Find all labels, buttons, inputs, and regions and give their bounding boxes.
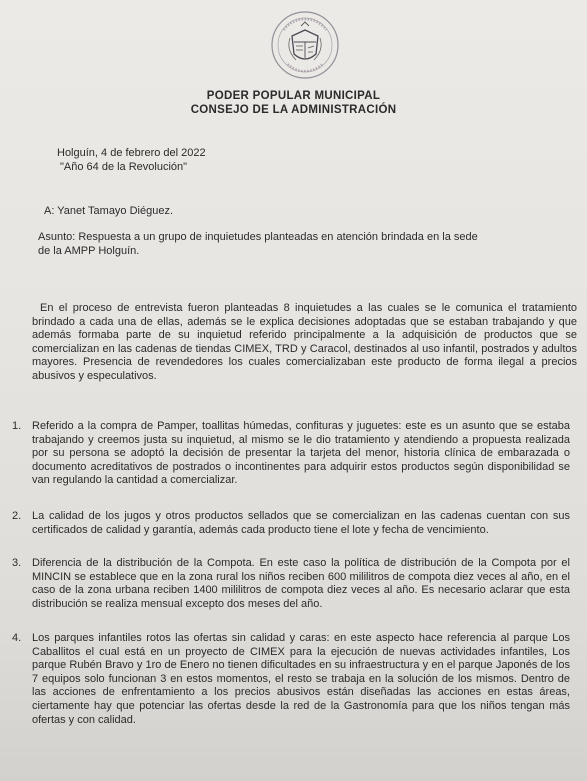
item-number: 1. xyxy=(12,420,22,432)
subject-line-1: Asunto: Respuesta a un grupo de inquietudes planteadas en atención brindada en la sede xyxy=(38,231,478,243)
item-text: Referido a la compra de Pamper, toallitas húmedas, confituras y juguetes: este es un asunto que se estaba trabajando y creemos justa su inquietud, al mismo se le dio tratamiento y atendiendo a propuesta realizada por su persona se adoptó la decisión de presentar la tarjeta del menor, historia clínica de embarazada o documento acreditativos de postrados o incontinentes para adquirir estos productos según disponibilidad se van regulando la cantidad a comercializar. xyxy=(32,420,570,487)
item-text: La calidad de los jugos y otros productos sellados que se comercializan en las cadenas cuentan con sus certificados de calidad y garantía, además cada producto tiene el lote y fecha de vencimiento. xyxy=(32,510,570,536)
header-line-1: PODER POPULAR MUNICIPAL xyxy=(206,90,381,102)
place-date: Holguín, 4 de febrero del 2022 xyxy=(57,147,206,159)
subject-line-2: de la AMPP Holguín. xyxy=(38,245,140,257)
item-number: 2. xyxy=(12,510,22,522)
header-line-2: CONSEJO DE LA ADMINISTRACIÓN xyxy=(190,104,397,116)
recipient: A: Yanet Tamayo Diéguez. xyxy=(44,205,174,217)
intro-paragraph: En el proceso de entrevista fueron planteadas 8 inquietudes a las cuales se le comunica el tratamiento brindado a cada una de ellas, además se le explica decisiones adoptadas que se estaban trabajando y que además formaba parte de su inquietud referido principalmente a la adquisición de productos que se comercializan en las cadenas de tiendas CIMEX, TRD y Caracol, destinados al uso infantil, postrados y adultos mayores. Presencia de revendedores los cuales comercializaban este producto de forma ilegal a precios abusivos y especulativos. xyxy=(32,302,577,382)
item-number: 3. xyxy=(12,557,22,569)
year-motto: "Año 64 de la Revolución" xyxy=(60,161,188,173)
item-text: Diferencia de la distribución de la Compota. En este caso la política de distribución de la Compota por el MINCIN se establece que en la zona rural los niños reciben 600 mililitros de compota diez veces al año, en el caso de la zona urbana reciben 1400 mililitros de compota diez veces al año. Es necesario aclarar que esta distribución se realiza mensual excepto dos meses del año. xyxy=(32,557,570,610)
item-number: 4. xyxy=(12,632,22,644)
official-seal-icon xyxy=(268,8,342,82)
item-text: Los parques infantiles rotos las ofertas sin calidad y caras: en este aspecto hace referencia al parque Los Caballitos el cual está en un proyecto de CIMEX para la ejecución de nuevas actividades infantiles, Los parque Rubén Bravo y 1ro de Enero no tienen dificultades en su infraestructura y en el parque Japonés de los 7 equipos solo funcionan 3 en estos momentos, el resto se trabaja en la solución de los mismos. Dentro de las acciones de enfrentamiento a los precios abusivos están diseñadas las acciones en estas áreas, ciertamente hay que potenciar las ofertas desde la red de la Gastronomía para que los niños tengan más ofertas y con calidad. xyxy=(32,632,570,726)
